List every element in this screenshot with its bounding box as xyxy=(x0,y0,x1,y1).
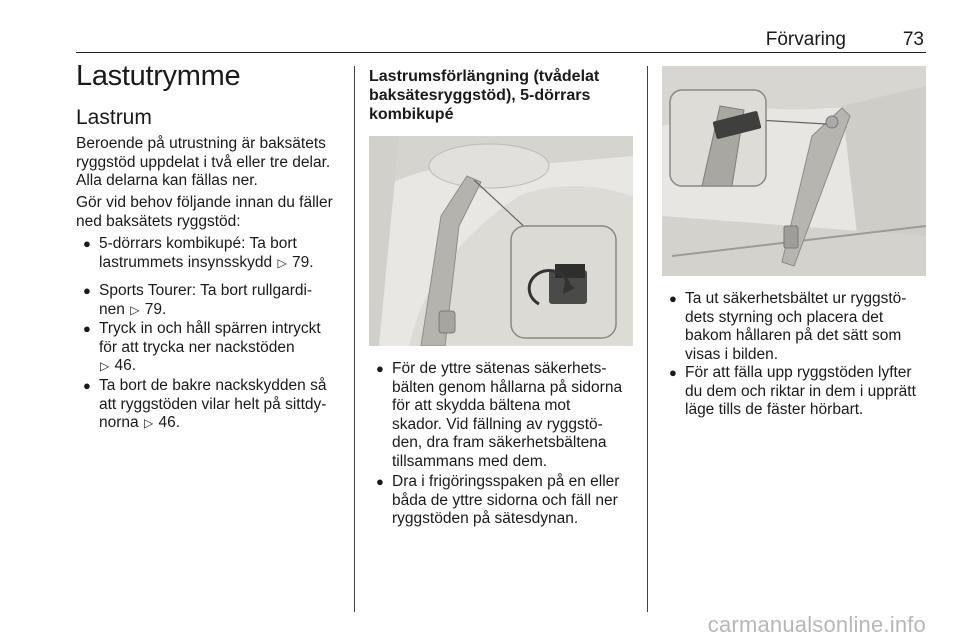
list-item: ● Dra i frigöringsspaken på en eller båda de yttre sidorna och fäll ner ryggstöden på sätesdynan. xyxy=(376,473,620,528)
page-number: 73 xyxy=(902,29,924,50)
ref-arrow-icon: ▷ xyxy=(277,255,287,270)
list-item: ● För de yttre sätenas säkerhets- bälten genom hållarna på sidorna för att skydda bältena mot skador. Vid fällning av ryggstö- den, dra fram säkerhetsbältena tillsammans med dem. xyxy=(376,360,623,470)
seatbelt-holder-drawing xyxy=(662,66,926,276)
bullet-icon: ● xyxy=(83,321,91,336)
bullet-icon: ● xyxy=(83,378,91,393)
ref-arrow-icon: ▷ xyxy=(130,302,140,317)
ref-arrow-icon: ▷ xyxy=(100,359,110,374)
watermark: carmanualsonline.info xyxy=(707,612,926,637)
column-divider-1 xyxy=(354,66,355,612)
bullet-icon: ● xyxy=(669,291,677,306)
page-ref[interactable]: 46. xyxy=(158,414,181,432)
list-item: ● Ta bort de bakre nackskydden så att ryggstöden vilar helt på sittdy- norna ▷ 46. xyxy=(83,377,327,432)
bullet-icon: ● xyxy=(376,474,384,489)
seatbelt-holder-illustration xyxy=(662,66,926,276)
seatbelt-guide-illustration xyxy=(369,136,633,346)
page-ref[interactable]: 46. xyxy=(114,357,137,375)
list-item: ● 5-dörrars kombikupé: Ta bort lastrummets insynsskydd ▷ 79. xyxy=(83,235,314,271)
list-item: ● Ta ut säkerhetsbältet ur ryggstö- dets styrning och placera det bakom hållaren på det sätt som visas i bilden. xyxy=(669,290,907,363)
page-ref[interactable]: 79. xyxy=(144,300,167,318)
ref-arrow-icon: ▷ xyxy=(143,416,154,431)
list-item: ● Tryck in och håll spärren intryckt för att trycka ner nackstöden ▷ 46. xyxy=(83,320,321,375)
bullet-icon: ● xyxy=(83,283,91,298)
section-title: Lastrum xyxy=(76,106,152,129)
bullet-icon: ● xyxy=(83,236,91,251)
section-heading: Lastrumsförlängning (tvådelat baksätesryggstöd), 5-dörrars kombikupé xyxy=(369,68,600,123)
page-ref[interactable]: 79. xyxy=(292,253,314,271)
list-item: ● För att fälla upp ryggstöden lyfter du dem och riktar in dem i upprätt läge tills de fäster hörbart. xyxy=(669,364,916,419)
header-section-title: Förvaring xyxy=(765,29,846,50)
list-item: ● Sports Tourer: Ta bort rullgardi- nen ▷ 79. xyxy=(83,282,313,318)
instruction-paragraph: Gör vid behov följande innan du fäller ned baksätets ryggstöd: xyxy=(76,194,333,230)
column-divider-2 xyxy=(647,66,648,612)
chapter-title: Lastutrymme xyxy=(76,60,241,92)
bullet-icon: ● xyxy=(669,365,677,380)
page-header xyxy=(76,26,926,53)
bullet-icon: ● xyxy=(376,361,384,376)
intro-paragraph: Beroende på utrustning är baksätets ryggstöd uppdelat i två eller tre delar. Alla delarna kan fällas ner. xyxy=(76,135,331,190)
seatbelt-guide-drawing xyxy=(369,136,633,346)
